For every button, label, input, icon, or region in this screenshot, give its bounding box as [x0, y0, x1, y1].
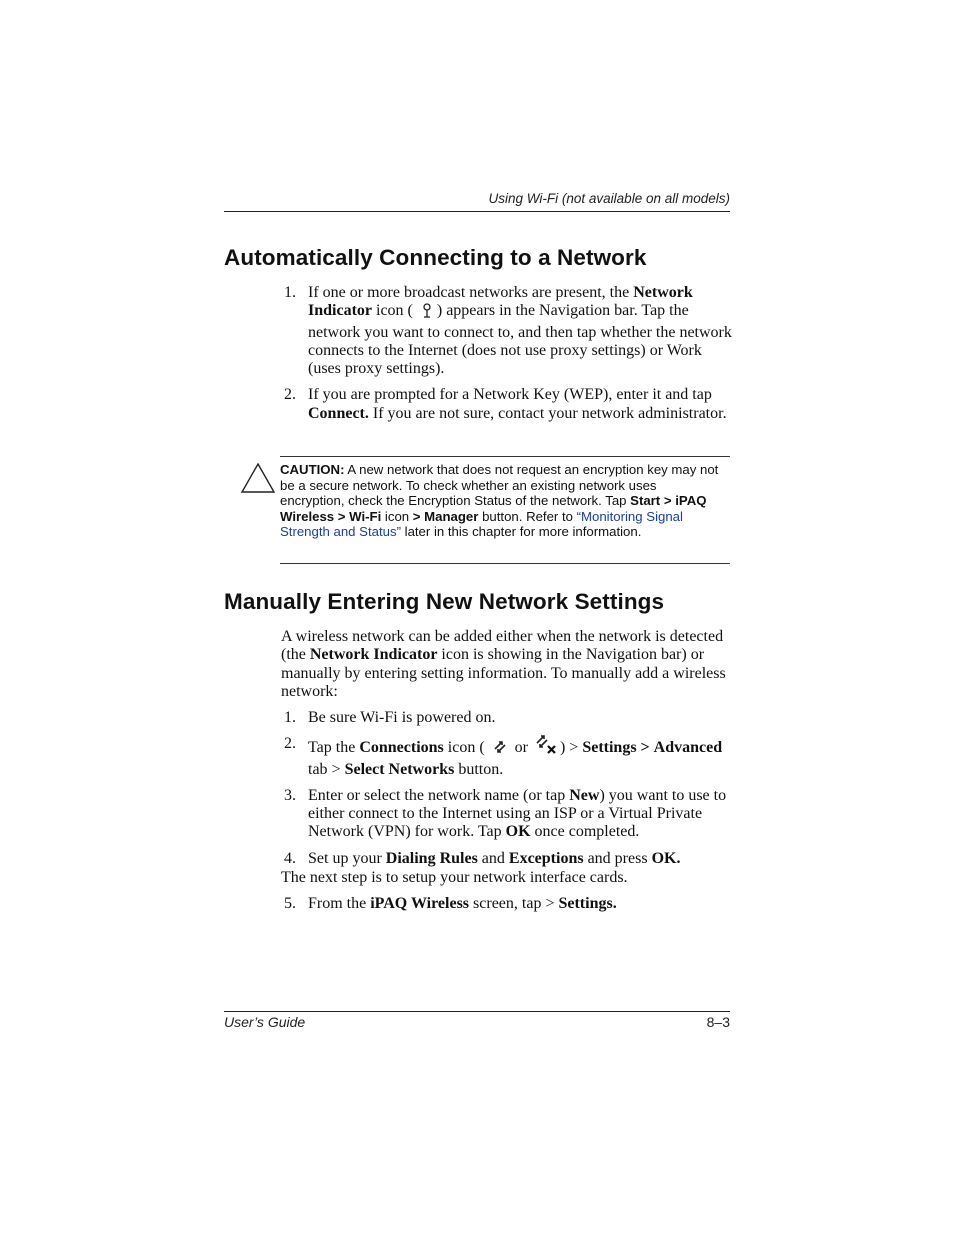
list-item — [284, 709, 734, 727]
list-item — [284, 386, 734, 423]
step-number: 1. — [284, 709, 296, 726]
step-number: 5. — [284, 895, 296, 912]
caution-notice — [240, 456, 730, 564]
footer-rule — [224, 1011, 730, 1012]
footer-guide-title: User’s Guide — [224, 1014, 306, 1030]
header-rule — [224, 211, 730, 212]
manual-intro-paragraph: A wireless network can be added either when the network is detected (the Network Indicator icon is showing in the Navigation bar) or manually by entering setting information. To manually add a wireless network: — [281, 628, 726, 700]
connections-icon — [492, 739, 508, 760]
step-number: 3. — [284, 786, 296, 804]
connections-disconnected-icon — [535, 735, 557, 760]
auto-connect-steps — [284, 284, 734, 431]
step-number: 2. — [284, 735, 296, 753]
step-text: Tap the Connections icon ( or ) > Settings > Advanced tab > Select Networks button. — [308, 735, 734, 779]
page-number: 8–3 — [706, 1014, 730, 1030]
list-item — [284, 787, 734, 842]
caution-bottom-rule — [280, 563, 730, 564]
section-title-auto-connect: Automatically Connecting to a Network — [224, 245, 647, 270]
list-item — [284, 895, 734, 913]
list-item — [284, 850, 734, 868]
manual-step-5 — [284, 895, 734, 921]
caution-triangle-icon — [240, 462, 276, 499]
running-header: Using Wi-Fi (not available on all models) — [488, 191, 730, 206]
list-item — [284, 735, 734, 779]
step-number: 1. — [284, 284, 296, 301]
section-title-manual-settings: Manually Entering New Network Settings — [224, 589, 665, 614]
step-text: From the iPAQ Wireless screen, tap > Settings. — [308, 895, 617, 912]
step-text: If you are prompted for a Network Key (WEP), enter it and tap Connect. If you are not sure, contact your network administrator. — [308, 386, 727, 422]
caution-top-rule — [280, 456, 730, 457]
list-item — [284, 284, 734, 378]
step-text: Enter or select the network name (or tap New) you want to use to either connect to the Internet using an ISP or a Virtual Private Network (VPN) for work. Tap OK once completed. — [308, 786, 727, 841]
network-indicator-icon — [420, 302, 434, 323]
next-step-note: The next step is to setup your network interface cards. — [281, 869, 628, 886]
step-number: 4. — [284, 849, 296, 867]
monitoring-signal-link[interactable]: “Monitoring Signal Strength and Status” — [280, 508, 683, 540]
step-text: Set up your Dialing Rules and Exceptions and press OK. — [308, 849, 681, 867]
step-text: If one or more broadcast networks are present, the Network Indicator icon ( ) appears in the Navigation bar. Tap the network you want to connect to, and then tap whether the network connects to the Internet (does not use proxy settings) or Work (uses proxy settings). — [308, 284, 732, 378]
manual-steps — [284, 709, 734, 876]
step-number: 2. — [284, 386, 296, 404]
caution-text: CAUTION: A new network that does not request an encryption key may not be a secure network. To check whether an existing network uses encryption, check the Encryption Status of the network. Tap Start > iPAQ Wireless > Wi-Fi icon > Manager button. Refer to “Monitoring Signal Strength and Status” later in this chapter for more information. — [280, 462, 719, 540]
step-text: Be sure Wi-Fi is powered on. — [308, 709, 496, 726]
